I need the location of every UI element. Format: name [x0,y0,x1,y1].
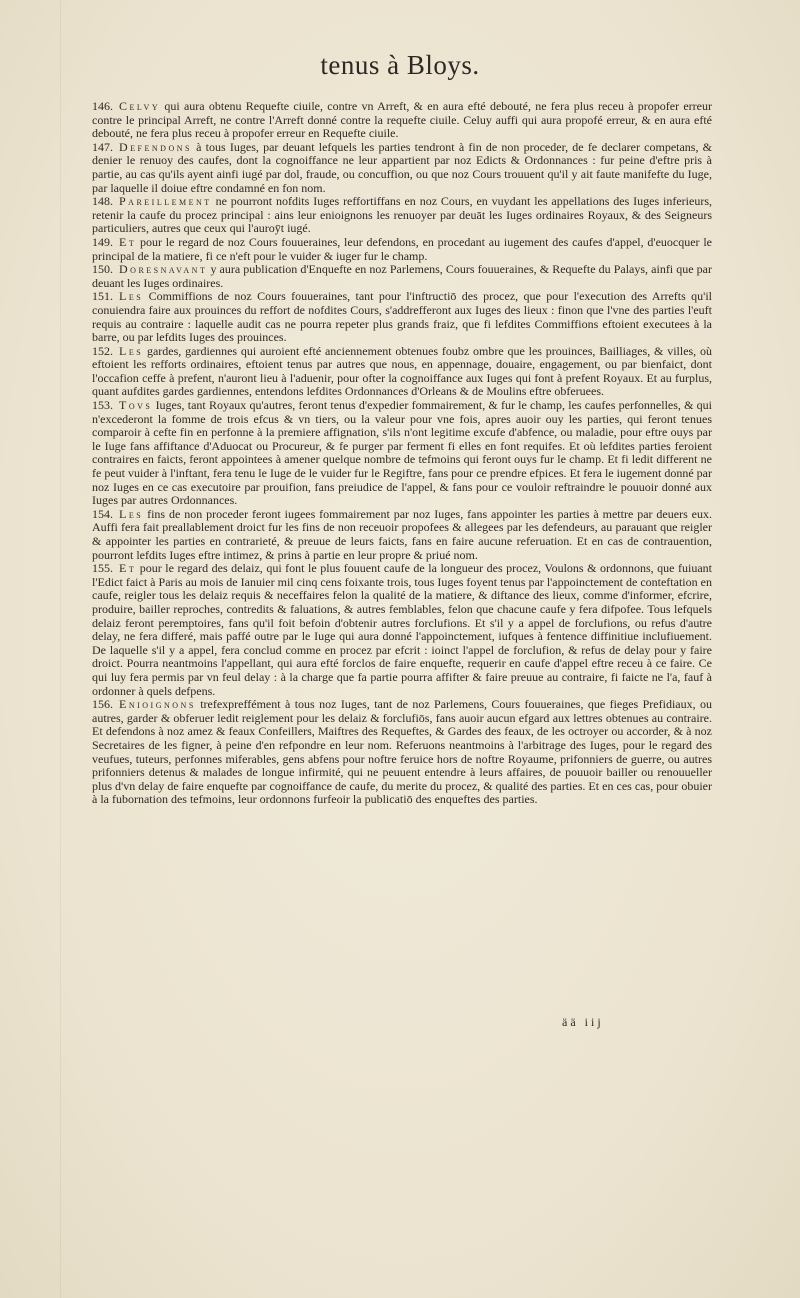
article-text: à tous Iuges, par deuant lefquels les parties tendront à fin de non proceder, de fe declarer competans, & denier le renuoy des caufes, dont la cognoiffance ne leur appartient par noz Edicts & Ordonnances : fur peine d'eftre pris à partie, au cas qu'ils ayent ainfi iugé par dol, fraude, ou concuffion, ou que noz Cours trouuent qu'il y ait faute manifefte du Iuge, par laquelle il doiue eftre condamné en fon nom. [92,139,713,195]
article-text: ne pourront nofdits Iuges reffortiffans en noz Cours, en vuydant les appellations des Iuges inferieurs, retenir la caufe du procez principal : ains leur enioignons les renuoyer par deuāt les Iuges ordinaires Royaux, & des Seigneurs particuliers, autres que ceux qui l'auroȳt iugé. [92,194,713,236]
article-initial-word: Celvy [119,99,161,113]
article-149 [92,236,712,263]
article-151 [92,290,712,344]
article-initial-word: Doresnavant [119,262,208,277]
article-initial-word: Les [119,289,144,304]
article-number: 148. [92,194,113,209]
article-text: Commiffions de noz Cours fouueraines, tant pour l'inftructiō des procez, que pour l'execution des Arrefts qu'il conuiendra faire aux prouinces du reffort de nofdites Cours, s'addrefferont aux Iuges des lieux : finon que l'vne des parties l'euft requis au contraire : laquelle audit cas ne pourra repeter plus grands fraiz, que fi lefdites Commiffions eftoient executees à la barre, ou par lefdits Iuges des prouinces. [92,289,713,345]
article-156 [92,698,712,807]
article-number: 149. [92,234,113,249]
article-list [92,100,712,807]
article-number: 146. [92,99,113,113]
article-148 [92,195,712,236]
article-154 [92,508,712,562]
article-text: trefexpreffément à tous noz Iuges, tant de noz Parlemens, Cours fouueraines, que fieges Prefidiaux, ou autres, garder & obferuer ledit reiglement pour les delaiz & forclufiōs, fans auoir aucun efgard aux lettres obtenues au contraire. Et defendons à noz amez & feaux Confeillers, Maiftres des Requeftes, & Gardes des feaux, de les octroyer ou accorder, & à noz Secretaires de les figner, à peine d'en refpondre en leur nom. Referuons neantmoins à l'arbitrage des Iuges, pour le regard des veufues, tuteurs, perfonnes miferables, gens abfens pour noftre feruice hors de noftre Royaume, prifonniers de guerre, ou autres prifonniers detenus & malades de longue infirmité, qui ne peuuent entendre à leurs affaires, de pouuoir bailler ou renouueller plus d'vn delay de faire enquefte par cognoiffance de caufe, du merite du procez, & qualité des parties. Et en ces cas, pour obuier à la fubornation des tefmoins, leur ordonnons furfeoir la publicatiō des enqueftes des parties. [92,697,713,807]
article-initial-word: Et [119,561,137,576]
signature-mark: ää iij [562,1015,604,1029]
article-146 [92,100,712,141]
article-number: 156. [92,697,113,712]
article-number: 154. [92,506,113,521]
article-153 [92,399,712,508]
article-initial-word: Defendons [119,139,192,154]
article-text: y aura publication d'Enquefte en noz Parlemens, Cours fouueraines, & Requefte du Palays, ainfi que par deuant les Iuges ordinaires. [92,262,712,290]
running-header: tenus à Bloys. [320,50,480,80]
article-text: gardes, gardiennes qui auroient efté anciennement obtenues foubz ombre que les prouinces, Bailliages, & villes, où eftoient les refforts ordinaires, eftoient tenus par autres que nous, en appennage, douaire, engagement, ou par bienfaict, dont l'occafion ceffe à prefent, n'auront lieu à l'aduenir, pour ofter la cognoiffance aux Iuges qui font à prefent Royaux. Et au furplus, quant aufdites gardes gardiennes, entendons lefdites Ordonnances d'Orleans & de Moulins eftre obferuees. [92,343,712,399]
article-150 [92,263,712,290]
article-initial-word: Pareillement [119,194,212,209]
article-number: 152. [92,343,113,358]
article-152 [92,345,712,399]
article-155 [92,562,712,698]
article-number: 153. [92,398,113,413]
article-text: fins de non proceder feront iugees fommairement par noz Iuges, fans appointer les parties à mettre par deuers eux. Auffi fera fait preallablement droict fur les fins de non receuoir propofees & allegees par les defendeurs, au parauant que reigler & appointer les parties en contrarieté, & preuue de leurs faicts, fans en faire aucune referuation. Et en cas de contrauention, pourront lefdits Iuges eftre intimez, & prins à partie en leur propre & priué nom. [92,506,712,562]
article-initial-word: Enioignons [119,697,196,712]
article-initial-word: Et [119,234,137,249]
article-number: 147. [92,139,113,154]
article-text: qui aura obtenu Requefte ciuile, contre vn Arreft, & en aura efté debouté, ne fera plus receu à propofer erreur contre le principal Arreft, ne contre l'Arreft donné contre la requefte ciuile. Celuy auffi qui aura propofé erreur, & en aura efté debouté, ne fera plus receu à propofer erreur en Requefte ciuile. [92,99,712,141]
article-text: pour le regard des delaiz, qui font le plus fouuent caufe de la longueur des procez, Voulons & ordonnons, que fuiuant l'Edict faict à Paris au mois de Ianuier mil cinq cens foixante trois, tous Iuges foyent tenus par l'appoinctement de conteftation en caufe, reigler tous les delaiz requis & neceffaires felon la qualité de la matiere, & diftance des lieux, comme d'informer, efcrire, produire, bailler reproches, contredits & faluations, & autres femblables, felon que chacune caufe y fera difpofee. Tous lefquels delaiz feront peremptoires, fans qu'il foit befoin d'obtenir autres forclufions. Et s'il y a appel de forclufions, ou refus d'autre delay, ne fera differé, mais paffé outre par le Iuge qui aura donné l'appoinctement, iufques à fentence diffinitiue inclufiuement. De laquelle s'il y a appel, fera conclud comme en procez par efcrit : ioinct l'appel de forclufion, & refus de delay pour y faire droict. Pourra neantmoins l'appellant, qui aura efté forclos de faire enquefte, requerir en caufe d'appel eftre receu à ce faire. Ce qui luy fera permis par vn feul delay : à la charge que fa partie pourra affifter & faire preuue au contraire, fi faicte ne l'a, fauf à ordonner à quels defpens. [92,561,712,698]
article-147 [92,141,712,195]
article-initial-word: Les [119,506,144,521]
article-text: pour le regard de noz Cours fouueraines, leur defendons, en procedant au iugement des caufes d'appel, d'euocquer le principal de la matiere, fi ce n'eft pour le vuider & iuger fur le champ. [92,234,712,263]
article-initial-word: Les [119,343,144,358]
article-initial-word: Tovs [119,398,153,413]
article-text: Iuges, tant Royaux qu'autres, feront tenus d'expedier fommairement, & fur le champ, les caufes perfonnelles, & qui n'excederont la fomme de trois efcus & vn tiers, ou la valeur pour vne fois, apres auoir ouy les parties, qui feront tenues comparoir à cefte fin en perfonne à la premiere affignation, s'ils n'ont legitime excufe d'abfence, ou maladie, pour eftre ouys par le Iuge fans affiftance d'Aduocat ou Procureur, & fe purger par ferment fi elles en font requifes. Et où lefdites parties feroient contraires en faicts, feront appointees à amener quelque nombre de tefmoins qui feront ouys fur le champ. Et fi ledit different ne fe peut vuider à l'inftant, fera tenu le Iuge de le vuider fur le Regiftre, fans pour ce prendre efpices. Et fera le iugement donné par noz Iuges en ce cas executoire par prouifion, fans preiudice de l'appel, & fans pour ce vouloir reftraindre le pouuoir donné aux Iuges par autres Ordonnances. [92,398,713,508]
article-number: 150. [92,262,113,277]
paper-fold [60,0,61,1298]
article-number: 151. [92,289,113,304]
article-number: 155. [92,561,113,576]
